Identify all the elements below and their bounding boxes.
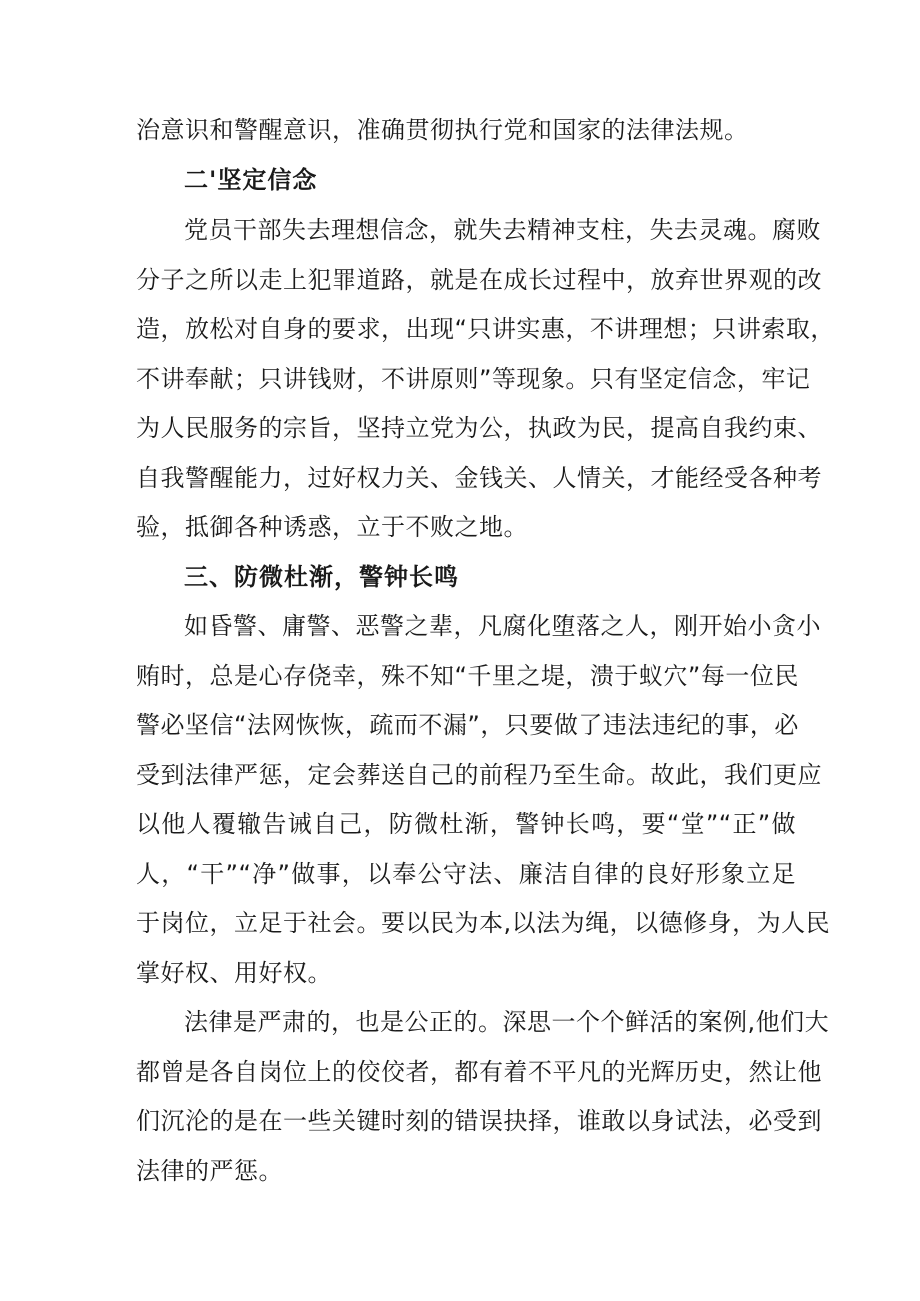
paragraph-line: 党员干部失去理想信念，就失去精神支柱，失去灵魂。腐败 xyxy=(184,216,821,244)
paragraph-line: 受到法律严惩，定会葬送自己的前程乃至生命。故此，我们更应 xyxy=(136,761,822,789)
paragraph-line: 不讲奉献；只讲钱财，不讲原则”等现象。只有坚定信念，牢记 xyxy=(136,365,811,393)
paragraph-line: 自我警醒能力，过好权力关、金钱关、人情关，才能经受各种考 xyxy=(136,464,822,492)
paragraph-line: 掌好权、用好权。 xyxy=(136,959,332,987)
section-heading-3: 三、防微杜渐，警钟长鸣 xyxy=(184,563,459,591)
paragraph-line: 法律的严惩。 xyxy=(136,1157,283,1185)
paragraph-line: 为人民服务的宗旨，坚持立党为公，执政为民，提高自我约束、 xyxy=(136,414,822,442)
section-heading-2: 二'坚定信念 xyxy=(184,166,318,194)
paragraph-line: 警必坚信“法网恢恢，疏而不漏”，只要做了违法违纪的事，必 xyxy=(136,711,799,739)
paragraph-line: 都曾是各自岗位上的佼佼者，都有着不平凡的光辉历史，然让他 xyxy=(136,1058,822,1086)
paragraph-line: 人，“干”“净”做事，以奉公守法、廉洁自律的良好形象立足 xyxy=(136,860,796,888)
paragraph-line: 造，放松对自身的要求，出现“只讲实惠，不讲理想；只讲索取， xyxy=(136,315,835,343)
paragraph-line: 验，抵御各种诱惑，立于不败之地。 xyxy=(136,513,528,541)
paragraph-line: 法律是严肃的，也是公正的。深思一个个鲜活的案例,他们大 xyxy=(184,1008,830,1036)
paragraph-line: 分子之所以走上犯罪道路，就是在成长过程中，放弃世界观的改 xyxy=(136,266,822,294)
paragraph-line: 以他人覆辙告诫自己，防微杜渐，警钟长鸣，要“堂”“正”做 xyxy=(136,810,796,838)
paragraph-line: 治意识和警醒意识，准确贯彻执行党和国家的法律法规。 xyxy=(136,116,749,144)
paragraph-line: 于岗位，立足于社会。要以民为本,以法为绳，以德修身，为人民 xyxy=(136,909,831,937)
paragraph-line: 贿时，总是心存侥幸，殊不知“千里之堤，溃于蚁穴”每一位民 xyxy=(136,662,799,690)
paragraph-line: 们沉沦的是在一些关键时刻的错误抉择，谁敢以身试法，必受到 xyxy=(136,1107,822,1135)
paragraph-line: 如昏警、庸警、恶警之辈，凡腐化堕落之人，刚开始小贪小 xyxy=(184,612,821,640)
